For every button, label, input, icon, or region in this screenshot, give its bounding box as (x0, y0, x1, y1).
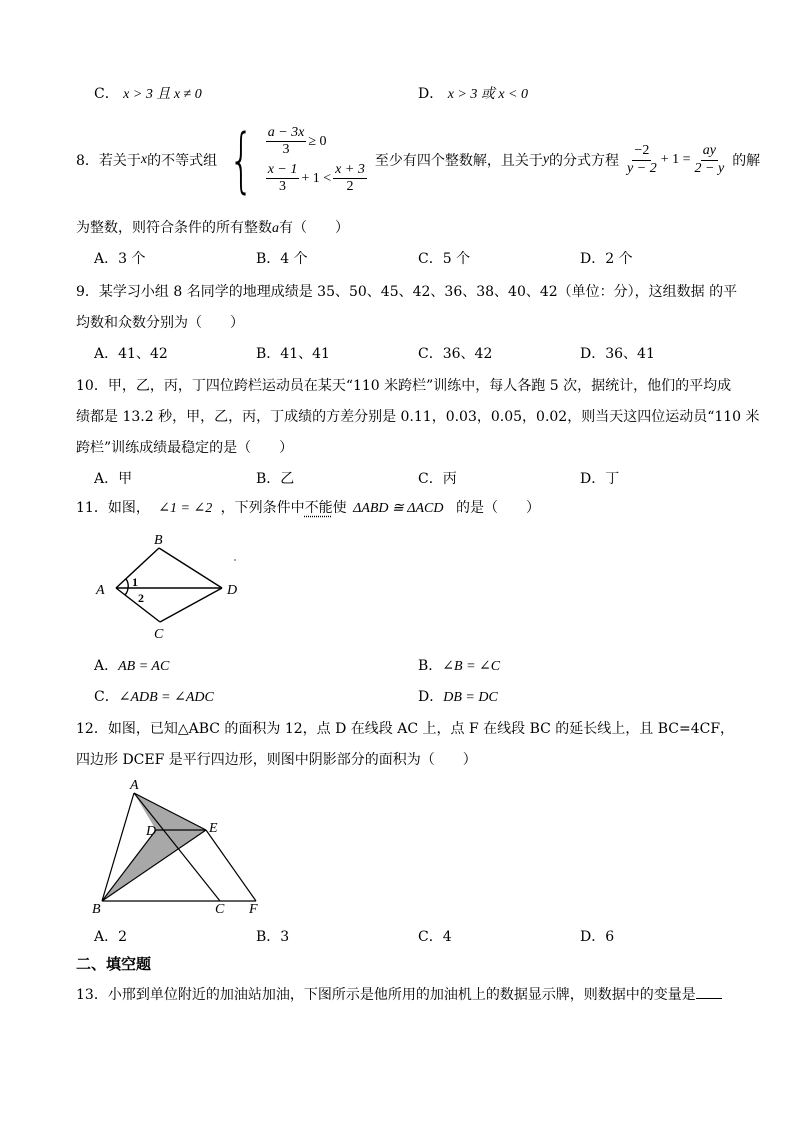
q10-option-b: B．乙 (256, 471, 295, 487)
label-a: A (96, 583, 105, 598)
label-c: C (215, 902, 225, 914)
label-c: C (154, 627, 164, 642)
q8-option-b: B．4 个 (256, 251, 308, 267)
q9-option-a: A．41、42 (94, 346, 168, 362)
label-angle-2: 2 (138, 591, 144, 605)
q12-option-a: A．2 (94, 929, 128, 945)
inequality-system (219, 118, 369, 201)
q9-stem-line1: 9．某学习小组 8 名同学的地理成绩是 35、50、45、42、36、38、40、42（单位：分），这组数据 的平 (76, 284, 738, 300)
q12-option-d: D．6 (580, 929, 615, 945)
angle-arc-2 (125, 588, 128, 595)
q10-stem-line2: 绩都是 13.2 秒，甲，乙，丙，丁成绩的方差分别是 0.11，0.03，0.05，0.02，则当天这四位运动员“110 米 (76, 409, 760, 425)
q8-option-c: C．5 个 (418, 251, 471, 267)
q7-option-d: D． x > 3 或 x < 0 (418, 86, 529, 102)
q10-stem-line1: 10．甲，乙，丙，丁四位跨栏运动员在某天“110 米跨栏”训练中，每人各跑 5 次，据统计，他们的平均成 (76, 378, 732, 394)
label-angle-1: 1 (132, 575, 138, 589)
q10-stem-line3: 跨栏”训练成绩最稳定的是（ ） (76, 440, 294, 456)
label-e: E (209, 821, 218, 836)
q12-option-b: B．3 (256, 929, 290, 945)
q7-option-c-math: x > 3 且 x ≠ 0 (123, 87, 202, 102)
q11-option-c: C．∠ADB = ∠ADC (94, 689, 214, 705)
q12-option-c: C．4 (418, 929, 452, 945)
q8-stem-line2: 为整数，则符合条件的所有整数a有（ ） (76, 220, 349, 236)
q7-option-d-math: x > 3 或 x < 0 (447, 87, 529, 102)
q11-option-a: A．AB = AC (94, 658, 170, 674)
q11-stem: 11．如图， ∠1 = ∠2 ，下列条件中不能使 ΔABD ≅ ΔACD 的是（ ） (76, 500, 540, 516)
segment-cd (160, 588, 222, 622)
segment-bd (159, 548, 222, 588)
q8-stem: 8． 若关于 x 的不等式组 { $\frac{a - 3x}{3}$ ≥ 0 $\frac{x - 1}{3}$ + 1 < $\frac{x + 3}{2}$ 至少有四个整数解，且关于 y 的分式方程 $\frac{-2}{y - 2}$ + 1 = $\frac{ay}{2 - y}$ 的解 (76, 118, 761, 201)
inequality-2: $\frac{x - 1}{3}$ + 1 < $\frac{x + 3}{2}$ (267, 162, 365, 195)
section-title-fill-in: 二、填空题 (76, 955, 152, 973)
q11-option-b: B．∠B = ∠C (418, 658, 501, 674)
q10-option-c: C．丙 (418, 471, 457, 487)
q9-stem-line2: 均数和众数分别为（ ） (76, 315, 244, 331)
q7-option-c: C． x > 3 且 x ≠ 0 (94, 86, 202, 102)
q12-stem-line1: 12．如图，已知△ABC 的面积为 12，点 D 在线段 AC 上，点 F 在线段 BC 的延长线上，且 BC=4CF， (76, 721, 735, 737)
angle-arc-1 (126, 579, 128, 588)
q9-option-c: C．36、42 (418, 346, 493, 362)
fractional-equation: $\frac{-2}{y - 2}$ + 1 = $\frac{ay}{2 - y}$ (627, 143, 725, 176)
q9-option-b: B．41、41 (256, 346, 330, 362)
q8-option-a: A．3 个 (94, 251, 146, 267)
label-d: D (227, 583, 238, 598)
q10-option-d: D．丁 (580, 471, 620, 487)
q11-option-d: D．DB = DC (418, 689, 498, 705)
label-a: A (130, 778, 139, 793)
inequality-1: $\frac{a - 3x}{3}$ ≥ 0 (267, 124, 327, 157)
q12-stem-line2: 四边形 DCEF 是平行四边形，则图中阴影部分的面积为（ ） (76, 752, 477, 768)
emphasis-not: 不能 (304, 500, 333, 516)
q12-figure-triangle (88, 776, 268, 914)
dot-mark (234, 559, 236, 561)
label-b: B (154, 533, 163, 548)
q11-figure-kite (92, 532, 252, 642)
q10-option-a: A．甲 (94, 471, 133, 487)
angle-equation: ∠1 = ∠2 (158, 501, 213, 516)
segment-ef (206, 830, 256, 901)
q8-option-d: D．2 个 (580, 251, 633, 267)
q13-stem-line1: 13．小邢到单位附近的加油站加油，下图所示是他所用的加油机上的数据显示牌，则数据中的变量是 (76, 984, 722, 1004)
answer-blank[interactable] (696, 984, 722, 999)
congruence-statement: ΔABD ≅ ΔACD (353, 501, 444, 516)
label-d: D (146, 824, 157, 839)
q9-option-d: D．36、41 (580, 346, 655, 362)
label-f: F (249, 902, 258, 914)
label-b: B (92, 902, 101, 914)
left-brace: { (229, 118, 254, 201)
